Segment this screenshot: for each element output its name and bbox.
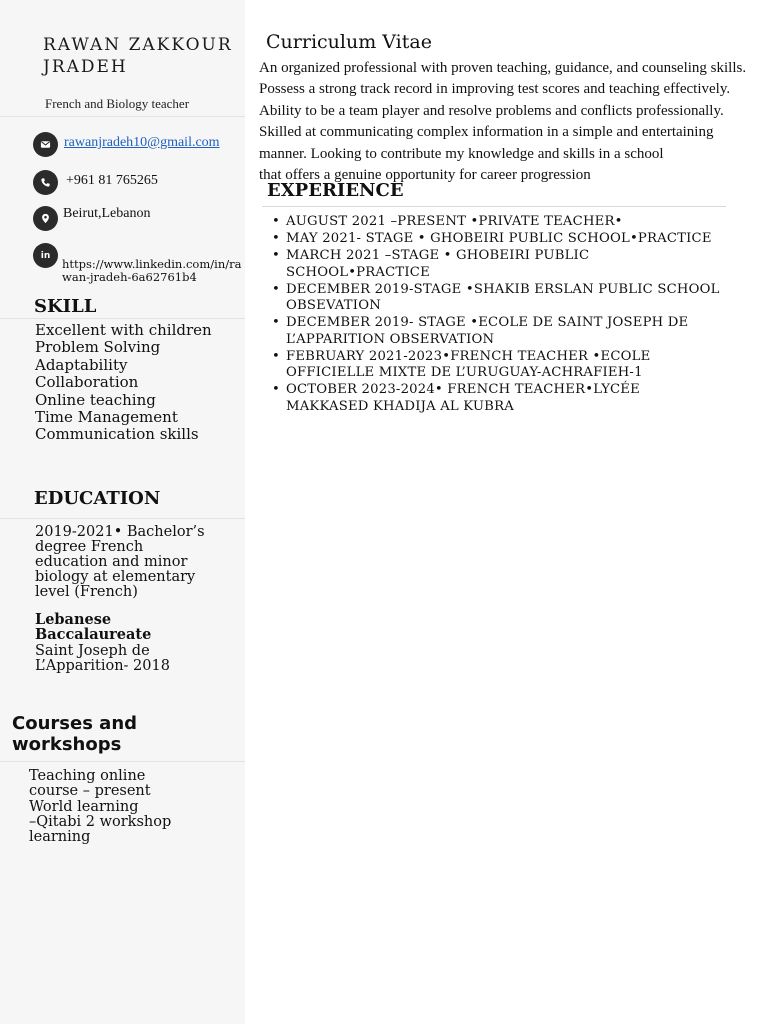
skill-heading: SKILL: [34, 296, 97, 317]
education-line: education and minor: [35, 554, 188, 570]
course-line: learning: [29, 829, 91, 846]
summary-line: Ability to be a team player and resolve problems and conflicts professionally.: [259, 102, 724, 119]
divider: [0, 116, 245, 117]
phone-icon: [33, 170, 58, 195]
experience-heading: EXPERIENCE: [267, 180, 404, 201]
phone-number: +961 81 765265: [66, 173, 158, 188]
profile-summary: [259, 58, 764, 186]
map-pin-icon: [33, 206, 58, 231]
experience-item: • DECEMBER 2019-STAGE •SHAKIB ERSLAN PUBLIC SCHOOL OBSEVATION: [272, 282, 722, 315]
course-line: course – present: [29, 783, 151, 800]
course-entry: [29, 800, 199, 846]
email-link[interactable]: rawanjradeh10@gmail.com: [64, 135, 220, 150]
courses-heading: Courses and workshops: [12, 713, 138, 755]
divider: [0, 318, 245, 319]
skill-item: Communication skills: [35, 425, 199, 444]
education-line: degree French: [35, 539, 144, 555]
skill-item: Adaptability: [35, 355, 128, 374]
summary-line: that offers a genuine opportunity for career progression: [259, 167, 591, 184]
sidebar: [0, 0, 245, 1024]
job-role: French and Biology teacher: [45, 96, 190, 111]
envelope-icon: [33, 132, 58, 157]
summary-line: Skilled at communicating complex information in a simple and entertaining: [259, 124, 714, 141]
summary-line: Possess a strong track record in improving test scores and teaching effectively.: [259, 81, 731, 98]
skill-list: [35, 322, 212, 444]
skill-item: Online teaching: [35, 390, 156, 409]
experience-item: • FEBRUARY 2021-2023•FRENCH TEACHER •ECOLE OFFICIELLE MIXTE DE L’URUGUAY-ACHRAFIEH-1: [272, 349, 722, 382]
education-entry: [35, 612, 215, 674]
candidate-name: [43, 34, 243, 78]
skill-item: Time Management: [35, 408, 178, 427]
experience-item: • DECEMBER 2019- STAGE •ECOLE DE SAINT JOSEPH DE L’APPARITION OBSERVATION: [272, 315, 722, 348]
experience-item: • MAY 2021- STAGE • GHOBEIRI PUBLIC SCHOOL•PRACTICE: [272, 231, 722, 248]
location-text: Beirut,Lebanon: [63, 206, 151, 221]
education-entry: [35, 525, 215, 600]
skill-item: Problem Solving: [35, 338, 161, 357]
name-line-1: RAWAN ZAKKOUR: [43, 35, 233, 55]
linkedin-icon: in: [33, 243, 58, 268]
course-line: –Qitabi 2 workshop: [29, 814, 172, 831]
divider: [262, 206, 726, 207]
name-line-2: JRADEH: [43, 57, 128, 77]
divider: [0, 761, 245, 762]
education-line: level (French): [35, 584, 138, 600]
course-line: World learning: [29, 799, 139, 815]
experience-list: [272, 214, 722, 416]
divider: [0, 518, 245, 519]
linkedin-link[interactable]: https://www.linkedin.com/in/ra wan-jradeh-6a62761b4: [62, 257, 242, 284]
skill-item: Collaboration: [35, 373, 139, 392]
experience-item: • AUGUST 2021 –PRESENT •PRIVATE TEACHER•: [272, 214, 722, 231]
education-heading: EDUCATION: [34, 488, 161, 509]
experience-item: • OCTOBER 2023-2024• FRENCH TEACHER•LYCÉE MAKKASED KHADIJA AL KUBRA: [272, 382, 722, 415]
education-line: L’Apparition- 2018: [35, 658, 170, 674]
summary-line: An organized professional with proven teaching, guidance, and counseling skills.: [259, 60, 747, 76]
education-line: biology at elementary: [35, 569, 196, 585]
summary-line: manner. Looking to contribute my knowledge and skills in a school: [259, 145, 664, 162]
experience-item: • MARCH 2021 –STAGE • GHOBEIRI PUBLIC SCHOOL•PRACTICE: [272, 248, 722, 281]
document-title: Curriculum Vitae: [266, 31, 432, 53]
education-line: Saint Joseph de: [35, 643, 150, 659]
education-title: Lebanese Baccalaureate: [35, 611, 152, 643]
education-line: 2019-2021• Bachelor’s: [35, 524, 205, 540]
course-entry: [29, 769, 199, 799]
course-line: Teaching online: [29, 768, 146, 784]
skill-item: Excellent with children: [35, 321, 212, 339]
